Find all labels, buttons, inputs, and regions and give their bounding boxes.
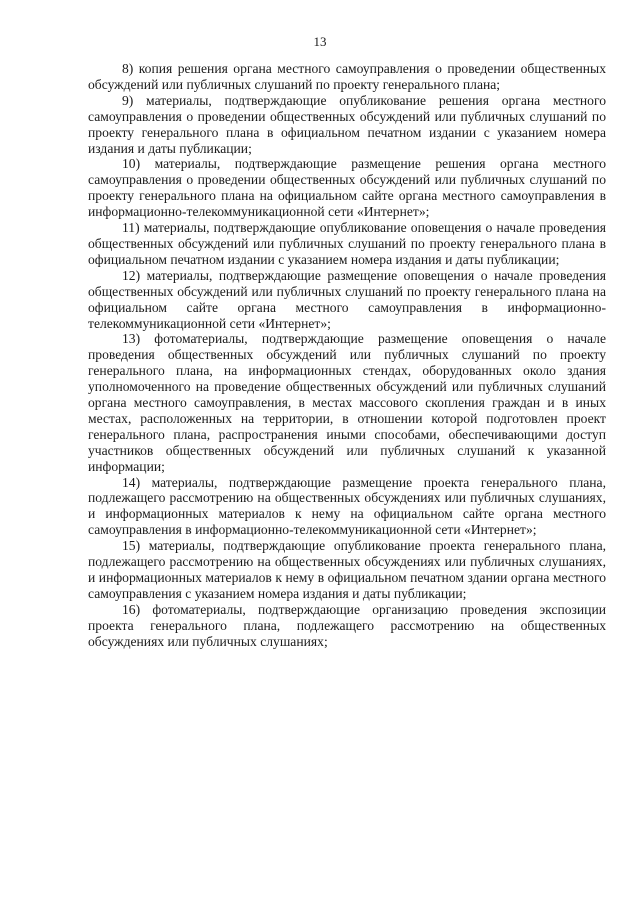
list-item-16: 16) фотоматериалы, подтверждающие организацию проведения экспозиции проекта генерального плана, подлежащего рассмотрению на общественных обсуждениях или публичных слушаниях; xyxy=(88,601,606,649)
list-item-12: 12) материалы, подтверждающие размещение оповещения о начале проведения общественных обсуждений или публичных слушаний по проекту генерального плана на официальном сайте органа местного самоуправления в информационно-телекоммуникационной сети «Интернет»; xyxy=(88,267,606,331)
list-item-14: 14) материалы, подтверждающие размещение проекта генерального плана, подлежащего рассмотрению на общественных обсуждениях или публичных слушаниях, и информационных материалов к нему на официальном сайте органа местного самоуправления в информационно-телекоммуникационной сети «Интернет»; xyxy=(88,474,606,538)
list-item-9: 9) материалы, подтверждающие опубликование решения органа местного самоуправления о проведении общественных обсуждений или публичных слушаний по проекту генерального плана в официальном печатном издании с указанием номера издания и даты публикации; xyxy=(88,92,606,156)
document-body xyxy=(88,61,606,650)
list-item-8: 8) копия решения органа местного самоуправления о проведении общественных обсуждений или публичных слушаний по проекту генерального плана; xyxy=(88,61,606,92)
list-item-11: 11) материалы, подтверждающие опубликование оповещения о начале проведения общественных обсуждений или публичных слушаний по проекту генерального плана в официальном печатном издании с указанием номера издания и даты публикации; xyxy=(88,220,606,267)
list-item-10: 10) материалы, подтверждающие размещение решения органа местного самоуправления о проведении общественных обсуждений или публичных слушаний по проекту генерального плана на официальном сайте органа местного самоуправления в информационно-телекоммуникационной сети «Интернет»; xyxy=(88,156,606,220)
page-number: 13 xyxy=(313,34,327,49)
list-item-15: 15) материалы, подтверждающие опубликование проекта генерального плана, подлежащего рассмотрению на общественных обсуждениях или публичных слушаниях, и информационных материалов к нему в официальном печатном здании органа местного самоуправления с указанием номера издания и даты публикации; xyxy=(88,538,606,601)
list-item-13: 13) фотоматериалы, подтверждающие размещение оповещения о начале проведения общественных обсуждений или публичных слушаний по проекту генерального плана, на информационных стендах, оборудованных около здания уполномоченного на проведение общественных обсуждений или публичных слушаний органа местного самоуправления, в местах массового скопления граждан и в иных местах, расположенных на территории, в отношении которой подготовлен проект генерального плана, распространения иными способами, обеспечивающими доступ участников общественных обсуждений или публичных слушаний к указанной информации; xyxy=(88,331,606,474)
